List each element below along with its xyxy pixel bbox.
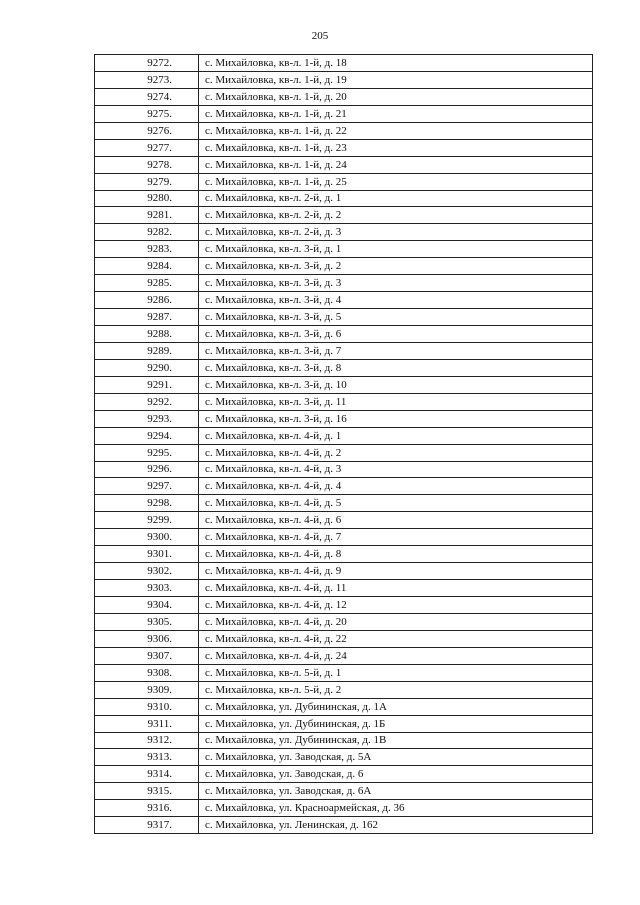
row-address: с. Михайловка, кв-л. 4-й, д. 12 bbox=[199, 597, 593, 614]
row-address: с. Михайловка, кв-л. 4-й, д. 24 bbox=[199, 647, 593, 664]
row-number: 9288. bbox=[95, 326, 199, 343]
table-row bbox=[95, 207, 593, 224]
row-number: 9309. bbox=[95, 681, 199, 698]
row-address: с. Михайловка, кв-л. 4-й, д. 3 bbox=[199, 461, 593, 478]
row-number: 9298. bbox=[95, 495, 199, 512]
row-number: 9315. bbox=[95, 783, 199, 800]
row-address: с. Михайловка, кв-л. 4-й, д. 11 bbox=[199, 580, 593, 597]
table-row bbox=[95, 613, 593, 630]
row-address: с. Михайловка, кв-л. 3-й, д. 7 bbox=[199, 342, 593, 359]
row-number: 9292. bbox=[95, 393, 199, 410]
row-address: с. Михайловка, кв-л. 4-й, д. 7 bbox=[199, 529, 593, 546]
row-number: 9304. bbox=[95, 597, 199, 614]
row-number: 9306. bbox=[95, 630, 199, 647]
row-address: с. Михайловка, кв-л. 4-й, д. 6 bbox=[199, 512, 593, 529]
row-number: 9273. bbox=[95, 71, 199, 88]
row-address: с. Михайловка, кв-л. 1-й, д. 18 bbox=[199, 55, 593, 72]
table-row bbox=[95, 495, 593, 512]
row-address: с. Михайловка, кв-л. 4-й, д. 5 bbox=[199, 495, 593, 512]
row-number: 9301. bbox=[95, 546, 199, 563]
row-number: 9294. bbox=[95, 427, 199, 444]
row-number: 9305. bbox=[95, 613, 199, 630]
table-row bbox=[95, 359, 593, 376]
table-row bbox=[95, 630, 593, 647]
table-row bbox=[95, 105, 593, 122]
row-number: 9293. bbox=[95, 410, 199, 427]
table-row bbox=[95, 292, 593, 309]
row-address: с. Михайловка, кв-л. 3-й, д. 4 bbox=[199, 292, 593, 309]
table-row bbox=[95, 190, 593, 207]
row-address: с. Михайловка, кв-л. 1-й, д. 22 bbox=[199, 122, 593, 139]
row-number: 9291. bbox=[95, 376, 199, 393]
row-number: 9307. bbox=[95, 647, 199, 664]
row-number: 9272. bbox=[95, 55, 199, 72]
page-number: 205 bbox=[311, 30, 329, 42]
table-row bbox=[95, 275, 593, 292]
row-address: с. Михайловка, ул. Заводская, д. 5А bbox=[199, 749, 593, 766]
row-address: с. Михайловка, ул. Дубининская, д. 1В bbox=[199, 732, 593, 749]
row-number: 9297. bbox=[95, 478, 199, 495]
row-number: 9289. bbox=[95, 342, 199, 359]
row-number: 9313. bbox=[95, 749, 199, 766]
table-row bbox=[95, 88, 593, 105]
table-row bbox=[95, 580, 593, 597]
row-number: 9308. bbox=[95, 664, 199, 681]
row-address: с. Михайловка, ул. Дубининская, д. 1Б bbox=[199, 715, 593, 732]
row-number: 9312. bbox=[95, 732, 199, 749]
row-number: 9274. bbox=[95, 88, 199, 105]
table-row bbox=[95, 241, 593, 258]
table-row bbox=[95, 681, 593, 698]
table-row bbox=[95, 376, 593, 393]
table-row bbox=[95, 342, 593, 359]
table-row bbox=[95, 698, 593, 715]
row-number: 9285. bbox=[95, 275, 199, 292]
row-number: 9283. bbox=[95, 241, 199, 258]
table-row bbox=[95, 817, 593, 834]
row-address: с. Михайловка, кв-л. 1-й, д. 20 bbox=[199, 88, 593, 105]
row-number: 9314. bbox=[95, 766, 199, 783]
table-row bbox=[95, 122, 593, 139]
row-address: с. Михайловка, ул. Красноармейская, д. 36 bbox=[199, 800, 593, 817]
row-number: 9296. bbox=[95, 461, 199, 478]
table-row bbox=[95, 732, 593, 749]
table-row bbox=[95, 309, 593, 326]
row-number: 9295. bbox=[95, 444, 199, 461]
row-address: с. Михайловка, ул. Ленинская, д. 162 bbox=[199, 817, 593, 834]
table-row bbox=[95, 664, 593, 681]
row-address: с. Михайловка, ул. Заводская, д. 6А bbox=[199, 783, 593, 800]
row-number: 9286. bbox=[95, 292, 199, 309]
table-row bbox=[95, 766, 593, 783]
table-row bbox=[95, 478, 593, 495]
table-row bbox=[95, 410, 593, 427]
table-row bbox=[95, 715, 593, 732]
row-address: с. Михайловка, кв-л. 3-й, д. 6 bbox=[199, 326, 593, 343]
row-address: с. Михайловка, кв-л. 4-й, д. 2 bbox=[199, 444, 593, 461]
row-number: 9303. bbox=[95, 580, 199, 597]
row-address: с. Михайловка, кв-л. 3-й, д. 1 bbox=[199, 241, 593, 258]
table-row bbox=[95, 749, 593, 766]
row-address: с. Михайловка, кв-л. 4-й, д. 20 bbox=[199, 613, 593, 630]
table-row bbox=[95, 647, 593, 664]
row-address: с. Михайловка, кв-л. 3-й, д. 3 bbox=[199, 275, 593, 292]
row-number: 9302. bbox=[95, 563, 199, 580]
row-number: 9278. bbox=[95, 156, 199, 173]
row-number: 9300. bbox=[95, 529, 199, 546]
row-address: с. Михайловка, кв-л. 1-й, д. 21 bbox=[199, 105, 593, 122]
row-number: 9316. bbox=[95, 800, 199, 817]
row-number: 9279. bbox=[95, 173, 199, 190]
row-address: с. Михайловка, кв-л. 2-й, д. 1 bbox=[199, 190, 593, 207]
row-address: с. Михайловка, кв-л. 3-й, д. 16 bbox=[199, 410, 593, 427]
row-number: 9281. bbox=[95, 207, 199, 224]
row-number: 9317. bbox=[95, 817, 199, 834]
row-address: с. Михайловка, кв-л. 3-й, д. 2 bbox=[199, 258, 593, 275]
table-row bbox=[95, 71, 593, 88]
row-number: 9284. bbox=[95, 258, 199, 275]
table-row bbox=[95, 461, 593, 478]
row-number: 9277. bbox=[95, 139, 199, 156]
row-address: с. Михайловка, кв-л. 4-й, д. 9 bbox=[199, 563, 593, 580]
address-table-body bbox=[95, 55, 593, 834]
table-row bbox=[95, 512, 593, 529]
row-address: с. Михайловка, кв-л. 3-й, д. 10 bbox=[199, 376, 593, 393]
table-row bbox=[95, 258, 593, 275]
row-address: с. Михайловка, кв-л. 2-й, д. 2 bbox=[199, 207, 593, 224]
row-number: 9276. bbox=[95, 122, 199, 139]
row-number: 9311. bbox=[95, 715, 199, 732]
row-address: с. Михайловка, кв-л. 3-й, д. 8 bbox=[199, 359, 593, 376]
row-address: с. Михайловка, кв-л. 3-й, д. 5 bbox=[199, 309, 593, 326]
row-address: с. Михайловка, кв-л. 1-й, д. 23 bbox=[199, 139, 593, 156]
row-address: с. Михайловка, кв-л. 1-й, д. 24 bbox=[199, 156, 593, 173]
table-row bbox=[95, 326, 593, 343]
row-address: с. Михайловка, кв-л. 4-й, д. 4 bbox=[199, 478, 593, 495]
row-number: 9310. bbox=[95, 698, 199, 715]
address-table bbox=[94, 54, 593, 834]
row-address: с. Михайловка, кв-л. 1-й, д. 25 bbox=[199, 173, 593, 190]
table-row bbox=[95, 783, 593, 800]
table-row bbox=[95, 597, 593, 614]
row-address: с. Михайловка, кв-л. 4-й, д. 22 bbox=[199, 630, 593, 647]
row-address: с. Михайловка, кв-л. 5-й, д. 1 bbox=[199, 664, 593, 681]
row-number: 9287. bbox=[95, 309, 199, 326]
table-row bbox=[95, 55, 593, 72]
table-row bbox=[95, 546, 593, 563]
row-number: 9282. bbox=[95, 224, 199, 241]
row-number: 9290. bbox=[95, 359, 199, 376]
row-address: с. Михайловка, кв-л. 3-й, д. 11 bbox=[199, 393, 593, 410]
row-number: 9299. bbox=[95, 512, 199, 529]
table-row bbox=[95, 427, 593, 444]
table-row bbox=[95, 563, 593, 580]
row-address: с. Михайловка, кв-л. 1-й, д. 19 bbox=[199, 71, 593, 88]
row-address: с. Михайловка, ул. Заводская, д. 6 bbox=[199, 766, 593, 783]
table-row bbox=[95, 529, 593, 546]
table-row bbox=[95, 444, 593, 461]
row-number: 9280. bbox=[95, 190, 199, 207]
table-row bbox=[95, 393, 593, 410]
table-row bbox=[95, 156, 593, 173]
table-row bbox=[95, 800, 593, 817]
table-row bbox=[95, 224, 593, 241]
table-row bbox=[95, 173, 593, 190]
table-row bbox=[95, 139, 593, 156]
row-address: с. Михайловка, кв-л. 4-й, д. 1 bbox=[199, 427, 593, 444]
row-address: с. Михайловка, кв-л. 5-й, д. 2 bbox=[199, 681, 593, 698]
row-address: с. Михайловка, ул. Дубининская, д. 1А bbox=[199, 698, 593, 715]
row-address: с. Михайловка, кв-л. 2-й, д. 3 bbox=[199, 224, 593, 241]
row-address: с. Михайловка, кв-л. 4-й, д. 8 bbox=[199, 546, 593, 563]
row-number: 9275. bbox=[95, 105, 199, 122]
